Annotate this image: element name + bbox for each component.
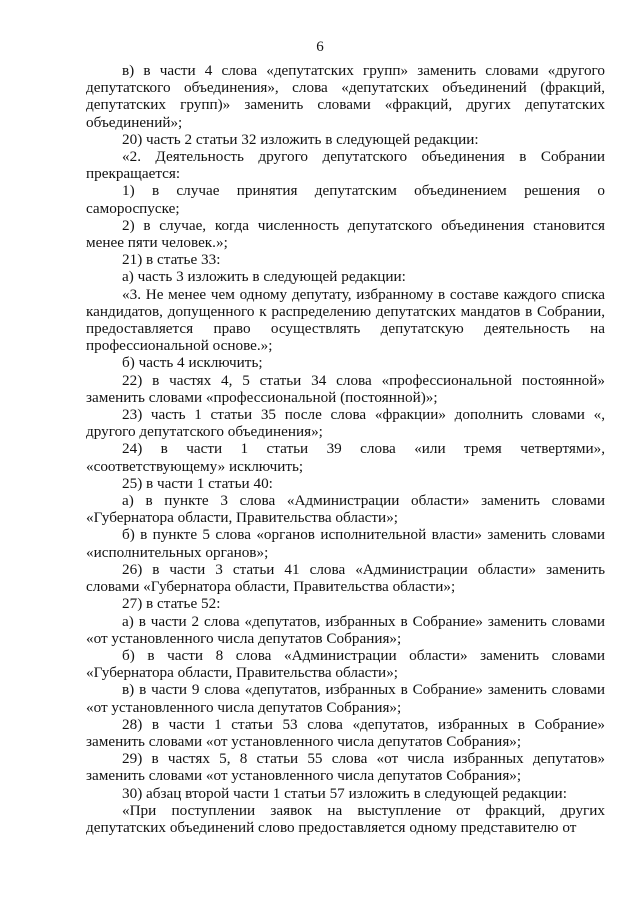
paragraph: 27) в статье 52: (122, 595, 221, 613)
paragraph: 26) в части 3 статьи 41 слова «Администрации области» заменить словами «Губернатора области, Правительства области»; (86, 560, 605, 596)
paragraph: 1) в случае принятия депутатским объединением решения о самороспуске; (86, 182, 605, 217)
page-number: 6 (316, 39, 324, 55)
paragraph: 29) в частях 5, 8 статьи 55 слова «от числа избранных депутатов» заменить словами «от установленного числа депутатов Собрания»; (86, 750, 605, 785)
paragraph: 21) в статье 33: (122, 251, 221, 269)
paragraph: 30) абзац второй части 1 статьи 57 изложить в следующей редакции: (122, 784, 567, 802)
paragraph: «При поступлении заявок на выступление от фракций, других депутатских объединений слово предоставляется одному представителю от (86, 801, 605, 836)
paragraph: б) в пункте 5 слова «органов исполнительной власти» заменить словами «исполнительных органов»; (86, 526, 605, 561)
paragraph: а) часть 3 изложить в следующей редакции: (122, 268, 406, 286)
paragraph: б) в части 8 слова «Администрации области» заменить словами «Губернатора области, Правительства области»; (86, 646, 605, 682)
paragraph: 2) в случае, когда численность депутатского объединения становится менее пяти человек.»; (86, 216, 605, 252)
paragraph: 25) в части 1 статьи 40: (122, 474, 273, 492)
paragraph: 28) в части 1 статьи 53 слова «депутатов, избранных в Собрание» заменить словами «от установленного числа депутатов Собрания»; (86, 715, 605, 750)
paragraph: «3. Не менее чем одному депутату, избранному в составе каждого списка кандидатов, допущенного к распределению депутатских мандатов в Собрании, предоставляется право осуществлять депутатскую деятельность на профессиональной основе.»; (86, 285, 605, 355)
paragraph: 20) часть 2 статьи 32 изложить в следующей редакции: (122, 130, 479, 148)
paragraph: в) в части 4 слова «депутатских групп» заменить словами «другого депутатского объединения», слова «депутатских объединений (фракций, депутатских групп)» заменить словами «фракций, других депутатских объединений»; (86, 62, 605, 131)
paragraph: а) в пункте 3 слова «Администрации области» заменить словами «Губернатора области, Правительства области»; (86, 492, 605, 527)
paragraph: 22) в частях 4, 5 статьи 34 слова «профессиональной постоянной» заменить словами «профессиональной (постоянной)»; (86, 371, 605, 406)
paragraph: а) в части 2 слова «депутатов, избранных в Собрание» заменить словами «от установленного числа депутатов Собрания»; (86, 612, 605, 647)
paragraph: б) часть 4 исключить; (122, 354, 263, 372)
document-body (86, 62, 605, 836)
paragraph: в) в части 9 слова «депутатов, избранных в Собрание» заменить словами «от установленного числа депутатов Собрания»; (86, 681, 605, 716)
paragraph: «2. Деятельность другого депутатского объединения в Собрании прекращается: (86, 148, 605, 183)
paragraph: 23) часть 1 статьи 35 после слова «фракции» дополнить словами «, другого депутатского объединения»; (86, 406, 605, 441)
paragraph: 24) в части 1 статьи 39 слова «или тремя четвертями», «соответствующему» исключить; (86, 440, 605, 475)
